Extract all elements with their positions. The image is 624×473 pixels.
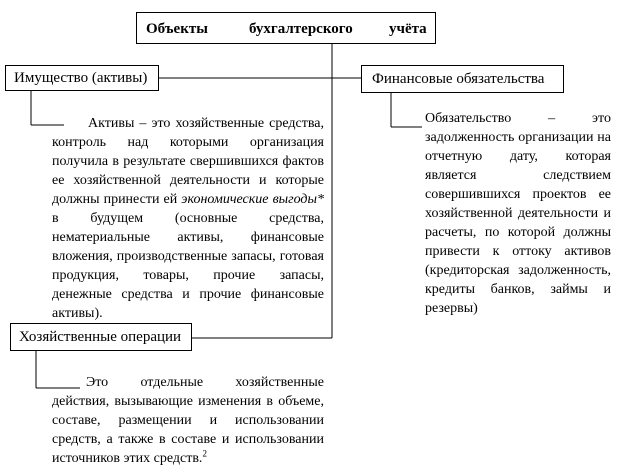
operations-description (52, 373, 324, 468)
liabilities-text: Обязательство – это задолженность организации на отчетную дату, которая является следствием совершившихся проектов ее хозяйственной деятельности и расчеты, по которой должны привести к оттоку активов (кредиторская задолженность, кредиты банков, займы и резервы) (425, 111, 611, 316)
title-box (136, 12, 436, 44)
assets-description (52, 114, 324, 323)
operations-footnote: 2 (202, 448, 207, 459)
assets-text-after: в будущем (основные средства, нематериальные активы, финансовые вложения, производственные запасы, готовая продукция, товары, прочие запасы, денежные средства и прочие финансовые активы). (52, 211, 324, 321)
operations-label: Хозяйственные операции (19, 329, 182, 345)
liabilities-description (425, 109, 611, 318)
assets-text-italic: экономические выгоды* (181, 192, 324, 207)
operations-box (10, 323, 192, 351)
title-word-2: бухгалтерского (249, 21, 353, 37)
assets-label: Имущество (активы) (14, 70, 148, 86)
liabilities-box (361, 65, 564, 93)
title-word-1: Объекты (146, 21, 208, 37)
operations-text: Это отдельные хозяйственные действия, вызывающие изменения в объеме, составе, размещении и использовании средств, а также в составе и использовании источников этих средств. (52, 375, 324, 466)
assets-text-before: Активы – это хозяйственные средства, контроль над которыми организация получила в результате свершившихся фактов ее хозяйственной деятельности и которые должны принести ей (52, 116, 324, 207)
title-word-3: учёта (389, 21, 427, 37)
assets-box (5, 65, 159, 91)
liabilities-label: Финансовые обязательства (372, 71, 545, 87)
